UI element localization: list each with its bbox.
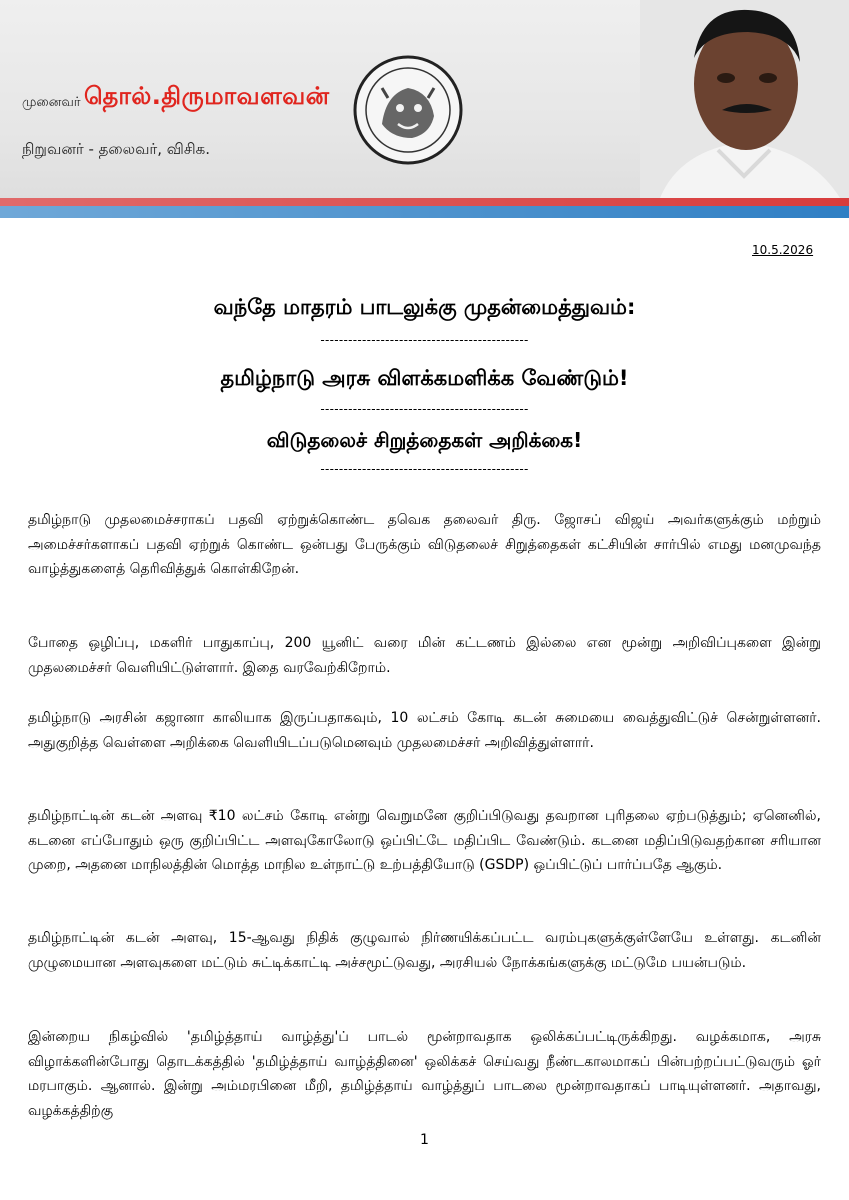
document-date: 10.5.2026 — [752, 243, 814, 257]
header-red-band — [0, 198, 849, 206]
headline-2: தமிழ்நாடு அரசு விளக்கமளிக்க வேண்டும்! — [220, 366, 629, 390]
header-blue-band — [0, 206, 849, 218]
letterhead — [0, 0, 849, 218]
leader-name: தொல்.திருமாவளவன் — [84, 82, 330, 110]
paragraph: தமிழ்நாடு முதலமைச்சராகப் பதவி ஏற்றுக்கொண்ட தவெக தலைவர் திரு. ஜோசப் விஜய் அவர்களுக்கும் மற்றும் அமைச்சர்களாகப் பதவி ஏற்றுக் கொண்ட ஒன்பது பேருக்கும் விடுதலைச் சிறுத்தைகள் கட்சியின் சார்பில் எமது மனமுவந்த வாழ்த்துகளைத் தெரிவித்துக் கொள்கிறேன். — [28, 512, 821, 578]
headline-1: வந்தே மாதரம் பாடலுக்கு முதன்மைத்துவம்: — [213, 295, 636, 319]
paragraph: தமிழ்நாட்டின் கடன் அளவு, 15-ஆவது நிதிக் குழுவால் நிர்ணயிக்கப்பட்ட வரம்புகளுக்குள்ளேயே உள்ளது. கடனின் முழுமையான அளவுகளை மட்டும் சுட்டிக்காட்டி அச்சமூட்டுவது, அரசியல் நோக்கங்களுக்கு மட்டுமே பயன்படும். — [28, 930, 821, 971]
paragraph: தமிழ்நாட்டின் கடன் அளவு ₹10 லட்சம் கோடி என்று வெறுமனே குறிப்பிடுவது தவறான புரிதலை ஏற்படுத்தும்; ஏனெனில், கடனை எப்போதும் ஒரு குறிப்பிட்ட அளவுகோலோடு ஒப்பிட்டே மதிப்பிட வேண்டும். கடனை மதிப்பிடுவதற்கான சரியான முறை, அதனை மாநிலத்தின் மொத்த மாநில உள்நாட்டு உற்பத்தியோடு (GSDP) ஒப்பிட்டுப் பார்ப்பதே ஆகும். — [28, 808, 821, 874]
paragraph: போதை ஒழிப்பு, மகளிர் பாதுகாப்பு, 200 யூனிட் வரை மின் கட்டணம் இல்லை என மூன்று அறிவிப்புகளை இன்று முதலமைச்சர் வெளியிட்டுள்ளார். இதை வரவேற்கிறோம். — [28, 635, 821, 676]
separator-2: --------------------------------------------- — [320, 402, 529, 416]
paragraph: இன்றைய நிகழ்வில் 'தமிழ்த்தாய் வாழ்த்து'ப் பாடல் மூன்றாவதாக ஒலிக்கப்பட்டிருக்கிறது. வழக்கமாக, அரசு விழாக்களின்போது தொடக்கத்தில் 'தமிழ்த்தாய் வாழ்த்தினை' ஒலிக்கச் செய்வது நீண்டகாலமாகப் பின்பற்றப்பட்டுவரும் ஓர் மரபாகும். ஆனால். இன்று அம்மரபினை மீறி, தமிழ்த்தாய் வாழ்த்துப் பாடலை மூன்றாவதாகப் பாடியுள்ளனர். அதாவது, வழக்கத்திற்கு — [28, 1029, 821, 1119]
separator-1: --------------------------------------------- — [320, 333, 529, 347]
leader-prefix: முனைவர் — [22, 95, 81, 110]
leader-portrait — [640, 0, 849, 198]
separator-3: --------------------------------------------- — [320, 462, 529, 476]
paragraph: தமிழ்நாடு அரசின் கஜானா காலியாக இருப்பதாகவும், 10 லட்சம் கோடி கடன் சுமையை வைத்துவிட்டுச் சென்றுள்ளனர். அதுகுறித்த வெள்ளை அறிக்கை வெளியிடப்படுமெனவும் முதலமைச்சர் அறிவித்துள்ளார். — [28, 710, 821, 751]
headline-3: விடுதலைச் சிறுத்தைகள் அறிக்கை! — [266, 428, 583, 452]
party-emblem-icon — [352, 54, 464, 166]
leader-title: நிறுவனர் - தலைவர், விசிக. — [22, 140, 210, 158]
page-number: 1 — [420, 1132, 429, 1148]
